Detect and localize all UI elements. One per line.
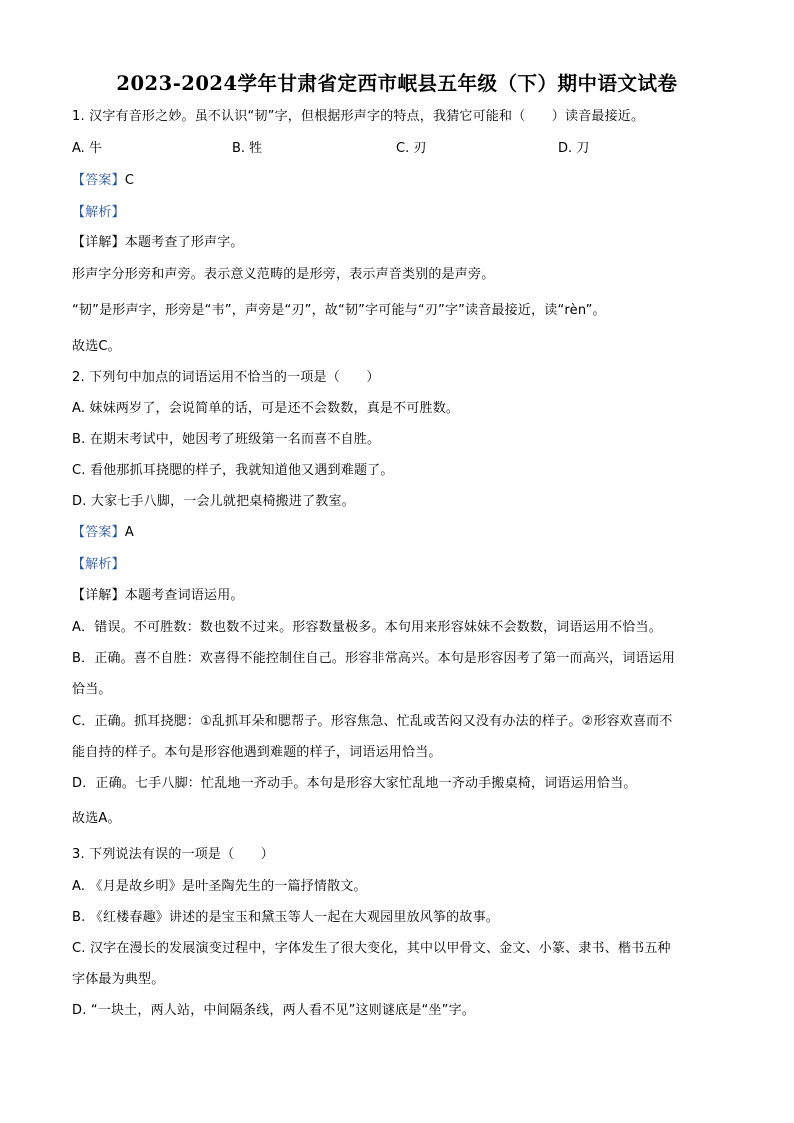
q2-explanation-line: D．正确。七手八脚：忙乱地一齐动手。本句是形容大家忙乱地一齐动手搬桌椅，词语运用恰当。: [72, 776, 637, 791]
q1-option-b: B. 牲: [232, 141, 263, 156]
q3-option-a: A. 《月是故乡明》是叶圣陶先生的一篇抒情散文。: [72, 879, 367, 894]
detail-tag: 【详解】: [72, 588, 125, 603]
q1-answer: [72, 172, 134, 190]
q3-option-c: C. 汉字在漫长的发展演变过程中，字体发生了很大变化，其中以甲骨文、金文、小篆、隶书、楷书五种: [72, 941, 671, 956]
q2-explanation-line: B．正确。喜不自胜：欢喜得不能控制住自己。形容非常高兴。本句是形容因考了第一而高兴，词语运用: [72, 651, 676, 666]
q3-option-b: B. 《红楼春趣》讲述的是宝玉和黛玉等人一起在大观园里放风筝的故事。: [72, 910, 499, 925]
answer-tag: 【答案】: [72, 525, 125, 540]
q2-conclusion: 故选A。: [72, 811, 121, 826]
q2-explanation-line: A．错误。不可胜数：数也数不过来。形容数量极多。本句用来形容妹妹不会数数，词语运用不恰当。: [72, 620, 662, 635]
detail-text: 本题考查词语运用。: [124, 588, 244, 603]
q2-explanation-line: C．正确。抓耳挠腮：①乱抓耳朵和腮帮子。形容焦急、忙乱或苦闷又没有办法的样子。②形容欢喜而不: [72, 714, 673, 729]
question-1-stem: 1. 汉字有音形之妙。虽不认识“韧”字，但根据形声字的特点，我猜它可能和（ ）读音最接近。: [72, 109, 645, 124]
q1-analysis-tag: [72, 204, 125, 222]
q1-detail: [72, 234, 244, 252]
q1-option-c: C. 刃: [396, 141, 427, 156]
detail-tag: 【详解】: [72, 235, 125, 250]
q3-option-c-continued: 字体最为典型。: [72, 972, 165, 987]
detail-text: 本题考查了形声字。: [124, 235, 244, 250]
q2-option-c: C. 看他那抓耳挠腮的样子，我就知道他又遇到难题了。: [72, 463, 394, 478]
answer-tag: 【答案】: [72, 173, 125, 188]
analysis-tag: 【解析】: [72, 205, 125, 220]
q1-option-a: A. 牛: [72, 141, 102, 156]
q1-option-d: D. 刀: [558, 141, 590, 156]
q2-option-a: A. 妹妹两岁了，会说简单的话，可是还不会数数，真是不可胜数。: [72, 401, 460, 416]
q1-explanation-line: 形声字分形旁和声旁。表示意义范畴的是形旁，表示声音类别的是声旁。: [72, 267, 495, 282]
q3-option-d: D. “一块土，两人站，中间隔条线，两人看不见”这则谜底是“坐”字。: [72, 1003, 476, 1018]
q2-detail: [72, 587, 244, 605]
q2-explanation-line: 能自持的样子。本句是形容他遇到难题的样子，词语运用恰当。: [72, 745, 442, 760]
q2-option-b: B. 在期末考试中，她因考了班级第一名而喜不自胜。: [72, 432, 381, 447]
question-3-stem: 3. 下列说法有误的一项是（ ）: [72, 847, 274, 862]
q2-explanation-line: 恰当。: [72, 682, 112, 697]
analysis-tag: 【解析】: [72, 557, 125, 572]
answer-value: A: [124, 525, 134, 540]
q1-explanation-line: “韧”是形声字，形旁是“韦”，声旁是“刃”，故“韧”字可能与“刃”字”读音最接近，读“rèn”。: [72, 303, 606, 318]
q1-conclusion: 故选C。: [72, 339, 121, 354]
answer-value: C: [124, 173, 135, 188]
q2-option-d: D. 大家七手八脚，一会儿就把桌椅搬进了教室。: [72, 494, 355, 509]
page-title: 2023-2024学年甘肃省定西市岷县五年级（下）期中语文试卷: [116, 72, 678, 95]
q2-answer: [72, 524, 134, 542]
q2-analysis-tag: [72, 556, 125, 574]
question-2-stem: 2. 下列句中加点的词语运用不恰当的一项是（ ）: [72, 370, 380, 385]
